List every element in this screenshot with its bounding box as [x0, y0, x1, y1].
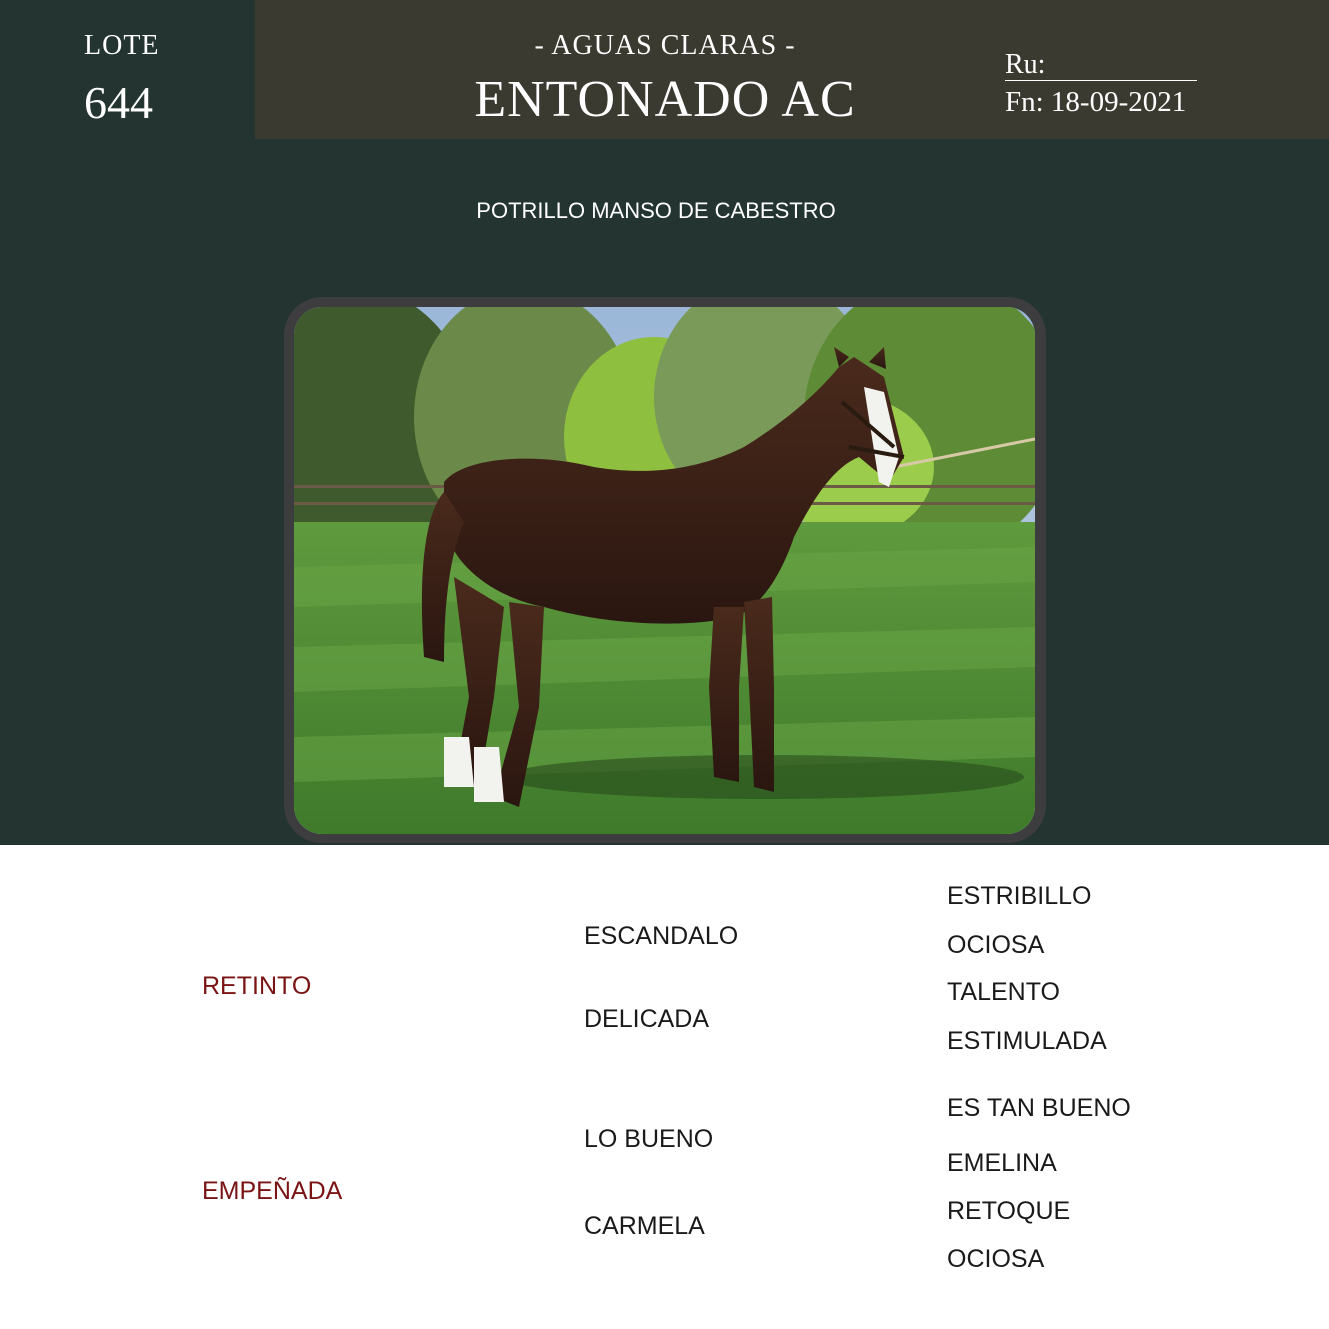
dam-dam-dam: OCIOSA	[947, 1245, 1045, 1273]
ru-field: Ru:	[1005, 50, 1197, 81]
birth-date: Fn: 18-09-2021	[1005, 86, 1187, 118]
sire-dam-dam: ESTIMULADA	[947, 1027, 1107, 1055]
sire-sire-sire: ESTRIBILLO	[947, 882, 1092, 910]
dam-dam: CARMELA	[584, 1212, 705, 1240]
lote-number: 644	[84, 77, 153, 128]
horse-description: POTRILLO MANSO DE CABESTRO	[476, 198, 836, 223]
dam-name: EMPEÑADA	[202, 1177, 343, 1205]
sire-sire: ESCANDALO	[584, 922, 739, 950]
dam-sire-sire: ES TAN BUENO	[947, 1094, 1131, 1122]
sire-sire-dam: OCIOSA	[947, 931, 1045, 959]
sire-dam-sire: TALENTO	[947, 978, 1060, 1006]
sire-dam: DELICADA	[584, 1005, 710, 1033]
stud-name: - AGUAS CLARAS -	[534, 30, 796, 61]
dam-sire: LO BUENO	[584, 1125, 714, 1153]
sire-name: RETINTO	[202, 972, 312, 1000]
horse-photo	[294, 307, 1035, 834]
dam-sire-dam: EMELINA	[947, 1149, 1057, 1177]
lote-label: LOTE	[84, 30, 160, 61]
dam-dam-sire: RETOQUE	[947, 1197, 1071, 1225]
horse-name: ENTONADO AC	[474, 71, 856, 128]
